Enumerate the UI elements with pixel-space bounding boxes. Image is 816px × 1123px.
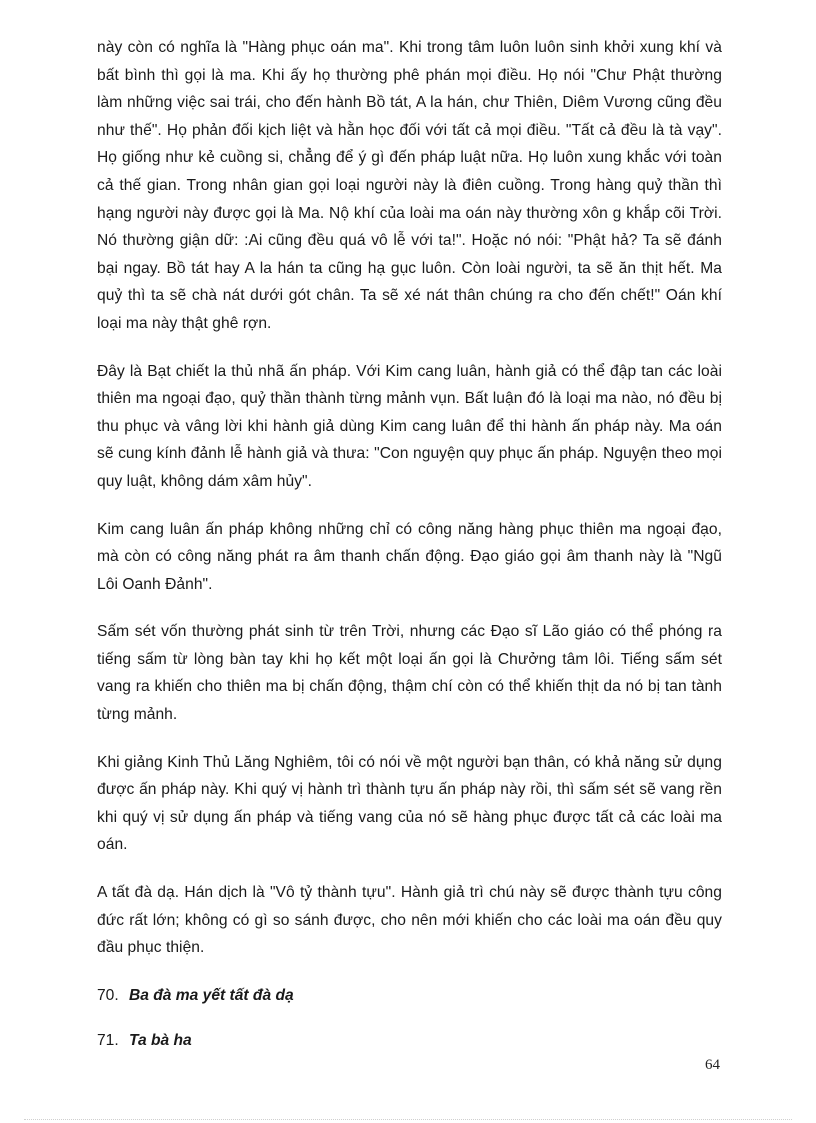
page-body xyxy=(97,34,722,1073)
numbered-item-70 xyxy=(97,982,722,1010)
page-bottom-divider xyxy=(24,1119,792,1120)
paragraph-5: Khi giảng Kinh Thủ Lăng Nghiêm, tôi có nói về một người bạn thân, có khả năng sử dụng được ấn pháp này. Khi quý vị hành trì thành tựu ấn pháp này rồi, thì sấm sét sẽ vang rền khi quý vị sử dụng ấn pháp và tiếng vang của nó sẽ hàng phục được tất cả các loài ma oán. xyxy=(97,753,722,854)
paragraph-6: A tất đà dạ. Hán dịch là "Vô tỷ thành tựu". Hành giả trì chú này sẽ được thành tựu công đức rất lớn; không có gì so sánh được, cho nên mới khiến cho các loài ma oán đều quy đầu phục thiện. xyxy=(97,884,722,957)
numbered-item-71 xyxy=(97,1027,722,1055)
paragraph-2: Đây là Bạt chiết la thủ nhã ấn pháp. Với Kim cang luân, hành giả có thể đập tan các loài thiên ma ngoại đạo, quỷ thần thành từng mảnh vụn. Bất luận đó là loại ma nào, nó đều bị thu phục và vâng lời khi hành giả dùng Kim cang luân để thi hành ấn pháp này. Ma oán sẽ cung kính đảnh lễ hành giả và thưa: "Con nguyện quy phục ấn pháp. Nguyện theo mọi quy luật, không dám xâm hủy". xyxy=(97,362,722,490)
item-title: Ba đà ma yết tất đà dạ xyxy=(129,986,294,1004)
page-number: 64 xyxy=(705,1057,720,1073)
item-title: Ta bà ha xyxy=(129,1032,192,1050)
item-number: 70. xyxy=(97,986,119,1004)
paragraph-4: Sấm sét vốn thường phát sinh từ trên Trời, nhưng các Đạo sĩ Lão giáo có thể phóng ra tiếng sấm từ lòng bàn tay khi họ kết một loại ấn gọi là Chưởng tâm lôi. Tiếng sấm sét vang ra khiến cho thiên ma bị chấn động, thậm chí còn có thể khiến thịt da nó bị tan tành từng mảnh. xyxy=(97,623,722,724)
item-number: 71. xyxy=(97,1032,119,1050)
paragraph-3: Kim cang luân ấn pháp không những chỉ có công năng hàng phục thiên ma ngoại đạo, mà còn có công năng phát ra âm thanh chấn động. Đạo giáo gọi âm thanh này là "Ngũ Lôi Oanh Đảnh". xyxy=(97,520,722,593)
paragraph-1: này còn có nghĩa là "Hàng phục oán ma". Khi trong tâm luôn luôn sinh khởi xung khí và bất bình thì gọi là ma. Khi ấy họ thường phê phán mọi điều. Họ nói "Chư Phật thường làm những việc sai trái, cho đến hành Bồ tát, A la hán, chư Thiên, Diêm Vương cũng đều như thế". Họ phản đối kịch liệt và hằn học đối với tất cả mọi điều. "Tất cả đều là tà vạy". Họ giống như kẻ cuồng si, chẳng để ý gì đến pháp luật nữa. Họ luôn xung khắc với toàn cả thế gian. Trong nhân gian gọi loại người này là điên cuồng. Trong hàng quỷ thần thì hạng người này được gọi là Ma. Nộ khí của loài ma oán này thường xôn g khắp cõi Trời. Nó thường giận dữ: :Ai cũng đều quá vô lễ với ta!". Hoặc nó nói: "Phật hả? Ta sẽ đánh bại ngay. Bồ tát hay A la hán ta cũng hạ gục luôn. Còn loài người, ta sẽ ăn thịt hết. Ma quỷ thì ta sẽ chà nát dưới gót chân. Ta sẽ xé nát thân chúng ra cho đến chết!" Oán khí loại ma này thật ghê rợn. xyxy=(97,39,722,332)
